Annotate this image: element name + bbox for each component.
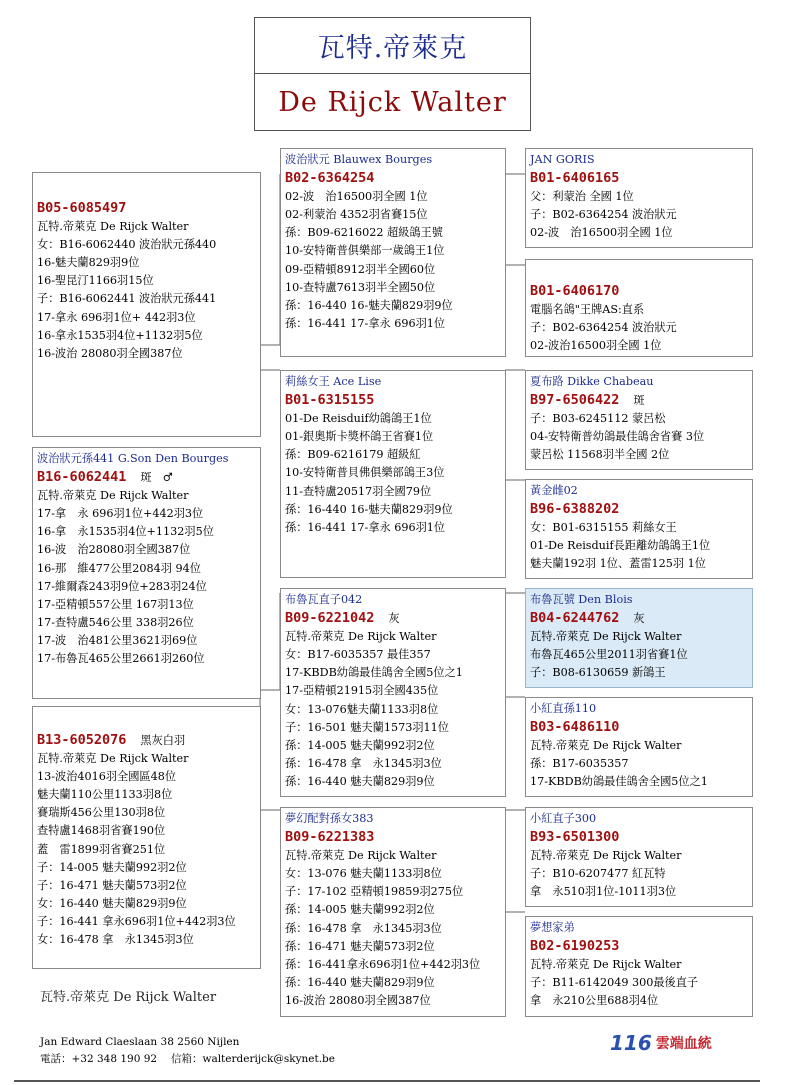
performance-line: 瓦特.帝萊克 De Rijck Walter [530, 849, 682, 863]
ring-row [530, 391, 748, 410]
color-sex: 灰 [633, 612, 645, 626]
performance-line: 孫：16-441 17-拿永 696羽1位 [285, 520, 446, 534]
performance-line: 父：利蒙治 全國 1位 [530, 190, 634, 204]
performance-line: 17-亞精頓21915羽全國435位 [285, 684, 439, 698]
owner-contact [40, 1034, 335, 1068]
dam-sire-dam-card [525, 697, 753, 797]
performance-line: 16-那 維477公里2084羽 94位 [37, 561, 201, 575]
ring-row [285, 169, 501, 188]
performance-line: 孫：16-478 拿 永1345羽3位 [285, 756, 442, 770]
pigeon-name: 波治狀元 Blauwex Bourges [285, 153, 433, 166]
performance-line: 孫：B09-6216022 超級鴿王號 [285, 226, 443, 240]
color-sex: 斑 ♂ [140, 471, 173, 485]
pigeon-name: 莉絲女王 Ace Lise [285, 375, 382, 388]
performance-line: 16-拿永1535羽4位+1132羽5位 [37, 328, 203, 342]
ring-number: B97-6506422 [530, 392, 620, 409]
performance-line: 02-波治16500羽全國 1位 [530, 339, 662, 353]
performance-line: 孫：16-478 拿 永1345羽3位 [285, 921, 442, 935]
performance-line: 子：14-005 魅夫蘭992羽2位 [37, 860, 187, 874]
title-english: De Rijck Walter [278, 86, 507, 118]
logo-number: 116 [610, 1031, 652, 1055]
performance-line: 子：B16-6062441 波治狀元孫441 [37, 292, 217, 306]
ring-row [530, 609, 748, 628]
ring-number: B93-6501300 [530, 829, 620, 846]
performance-line: 02-波 治16500羽全國 1位 [530, 226, 673, 240]
owner-phone-email: 電話：+32 348 190 92 信箱：walterderijck@skynet.be [40, 1053, 335, 1065]
ring-number: B01-6406170 [530, 283, 620, 299]
performance-line: 孫：16-471 魅夫蘭573羽2位 [285, 939, 435, 953]
performance-line: 16-魅夫蘭829羽9位 [37, 256, 140, 270]
performance-line: 女：16-478 拿 永1345羽3位 [37, 933, 194, 947]
performance-line: 孫：16-440 16-魅夫蘭829羽9位 [285, 502, 453, 516]
performance-line: 瓦特.帝萊克 De Rijck Walter [285, 630, 437, 644]
performance-line: 女：B16-6062440 波治狀元孫440 [37, 238, 217, 252]
ring-row [530, 169, 748, 188]
performance-line: 17-查特盧546公里 338羽26位 [37, 615, 194, 629]
owner-name: 瓦特.帝萊克 De Rijck Walter [40, 990, 217, 1005]
bottom-divider [14, 1080, 760, 1082]
performance-line: 02-利蒙治 4352羽省賽15位 [285, 208, 428, 222]
performance-line: 孫：16-441拿永696羽1位+442羽3位 [285, 957, 481, 971]
sire-sire-card [280, 148, 506, 357]
performance-line: 17-維爾森243羽9位+283羽24位 [37, 579, 207, 593]
performance-line: 賽瑞斯456公里130羽8位 [37, 806, 166, 820]
performance-line: 孫：14-005 魅夫蘭992羽2位 [285, 903, 435, 917]
sire-dam-sire-card [525, 370, 753, 470]
ring-row [37, 468, 256, 487]
ring-row [285, 828, 501, 847]
performance-line: 17-波 治481公里3621羽69位 [37, 633, 198, 647]
performance-line: 瓦特.帝萊克 De Rijck Walter [530, 739, 682, 753]
pigeon-name: 夢幻配對孫女383 [285, 812, 374, 825]
pigeon-name: 布魯瓦直子042 [285, 593, 363, 606]
pigeon-name: 小紅直孫110 [530, 702, 597, 715]
sire-dam-dam-card [525, 479, 753, 579]
performance-line: 17-亞精頓557公里 167羽13位 [37, 597, 194, 611]
performance-line: 13-波治4016羽全國區48位 [37, 770, 177, 784]
performance-line: 子：B02-6364254 波治狀元 [530, 208, 677, 222]
pigeon-name: 夏布路 Dikke Chabeau [530, 375, 654, 388]
performance-line: 17-KBDB幼鴿最佳鴿舍全國5位之1 [285, 666, 463, 680]
performance-line: 子：16-501 魅夫蘭1573羽11位 [285, 720, 449, 734]
subject-card [32, 172, 261, 437]
performance-line: 子：16-441 拿永696羽1位+442羽3位 [37, 914, 236, 928]
sire-sire-dam-card [525, 259, 753, 357]
performance-line: 16-拿 永1535羽4位+1132羽5位 [37, 525, 214, 539]
performance-line: 瓦特.帝萊克 De Rijck Walter [37, 489, 189, 503]
dam-card [32, 706, 261, 969]
performance-line: 17-拿永 696羽1位+ 442羽3位 [37, 310, 196, 324]
ring-row [285, 391, 501, 410]
performance-line: 魅夫蘭192羽 1位、蓋雷125羽 1位 [530, 557, 706, 571]
performance-line: 孫：14-005 魅夫蘭992羽2位 [285, 738, 435, 752]
ring-number: B96-6388202 [530, 501, 620, 518]
performance-line: 瓦特.帝萊克 De Rijck Walter [530, 630, 682, 644]
performance-line: 10-安特衛普貝佛俱樂部鴿王3位 [285, 466, 445, 480]
performance-line: 16-波 治28080羽全國387位 [37, 543, 191, 557]
performance-line: 04-安特衛普幼鴿最佳鴿舍省賽 3位 [530, 430, 705, 444]
performance-line: 孫：16-440 魅夫蘭829羽9位 [285, 774, 435, 788]
performance-line: 01-De Reisduif長距離幼鴿鴿王1位 [530, 539, 711, 553]
performance-line: 01-銀奧斯卡獎杯鴿王省賽1位 [285, 430, 434, 444]
performance-line: 17-拿 永 696羽1位+442羽3位 [37, 507, 204, 521]
ring-row [530, 282, 748, 301]
performance-line: 拿 永210公里688羽4位 [530, 994, 659, 1008]
performance-line: 子：B08-6130659 新鴿王 [530, 666, 666, 680]
performance-line: 蓋 雷1899羽省賽251位 [37, 842, 166, 856]
dam-dam-sire-card [525, 807, 753, 907]
pigeon-name: 黃金雌02 [530, 484, 578, 497]
performance-line: 16-波治 28080羽全國387位 [285, 993, 431, 1007]
owner-address: Jan Edward Claeslaan 38 2560 Nijlen [40, 1036, 240, 1048]
performance-line: 電腦名鴿"王牌AS:直系 [530, 303, 645, 317]
dam-sire-sire-card [525, 588, 753, 688]
performance-line: 瓦特.帝萊克 De Rijck Walter [530, 958, 682, 972]
sire-sire-sire-card [525, 148, 753, 248]
performance-line: 蒙呂松 11568羽半全國 2位 [530, 448, 670, 462]
ring-row [530, 500, 748, 519]
pigeon-name: JAN GORIS [530, 153, 595, 166]
performance-line: 孫：16-440 16-魅夫蘭829羽9位 [285, 298, 453, 312]
dam-dam-dam-card [525, 916, 753, 1017]
performance-line: 09-亞精頓8912羽半全國60位 [285, 262, 436, 276]
performance-line: 女：B01-6315155 莉絲女王 [530, 521, 677, 535]
performance-line: 02-波 治16500羽全國 1位 [285, 190, 428, 204]
performance-line: 孫：B09-6216179 超級紅 [285, 448, 421, 462]
pigeon-name: 小紅直子300 [530, 812, 597, 825]
ring-number: B01-6406165 [530, 170, 620, 187]
performance-line: 孫：16-441 17-拿永 696羽1位 [285, 316, 446, 330]
ring-number: B13-6052076 [37, 732, 127, 748]
ring-number: B16-6062441 [37, 469, 127, 486]
performance-line: 女：13-076魅夫蘭1133羽8位 [285, 702, 439, 716]
ring-row [530, 718, 748, 737]
performance-line: 17-布魯瓦465公里2661羽260位 [37, 652, 205, 666]
performance-line: 10-查特盧7613羽半全國50位 [285, 280, 436, 294]
performance-line: 子：16-471 魅夫蘭573羽2位 [37, 878, 187, 892]
performance-line: 女：16-440 魅夫蘭829羽9位 [37, 896, 187, 910]
performance-line: 瓦特.帝萊克 De Rijck Walter [37, 220, 189, 234]
performance-line: 子：B10-6207477 紅瓦特 [530, 867, 666, 881]
performance-line: 孫：16-440 魅夫蘭829羽9位 [285, 975, 435, 989]
ring-number: B02-6190253 [530, 938, 620, 955]
ring-number: B04-6244762 [530, 610, 620, 627]
color-sex: 灰 [388, 612, 400, 626]
ring-number: B01-6315155 [285, 392, 375, 409]
performance-line: 女：B17-6035357 最佳357 [285, 648, 431, 662]
dam-sire-card [280, 588, 506, 797]
color-sex: 斑 [633, 394, 645, 408]
logo-text: 雲端血統 [655, 1036, 712, 1052]
performance-line: 子：B02-6364254 波治狀元 [530, 321, 677, 335]
performance-line: 拿 永510羽1位-1011羽3位 [530, 885, 677, 899]
performance-line: 查特盧1468羽省賽190位 [37, 824, 166, 838]
performance-line: 11-查特盧20517羽全國79位 [285, 484, 432, 498]
performance-line: 16-聖昆汀1166羽15位 [37, 274, 154, 288]
performance-line: 子：17-102 亞精頓19859羽275位 [285, 885, 464, 899]
ring-number: B05-6085497 [37, 200, 127, 216]
ring-row [37, 731, 256, 750]
performance-line: 女：13-076 魅夫蘭1133羽8位 [285, 867, 442, 881]
performance-line: 孫：B17-6035357 [530, 757, 629, 771]
performance-line: 子：B03-6245112 蒙呂松 [530, 412, 666, 426]
performance-line: 子：B11-6142049 300最後直子 [530, 976, 699, 990]
pigeon-name: 夢想家弟 [530, 921, 575, 934]
ring-number: B09-6221042 [285, 610, 375, 627]
sire-card [32, 447, 261, 699]
performance-line: 16-波治 28080羽全國387位 [37, 346, 183, 360]
performance-line: 10-安特衛普俱樂部一歲鴿王1位 [285, 244, 445, 258]
performance-line: 布魯瓦465公里2011羽省賽1位 [530, 648, 688, 662]
performance-line: 01-De Reisduif幼鴿鴿王1位 [285, 412, 432, 426]
ring-row [285, 609, 501, 628]
performance-line: 瓦特.帝萊克 De Rijck Walter [285, 849, 437, 863]
pigeon-name: 波治狀元孫441 G.Son Den Bourges [37, 452, 229, 465]
title-chinese: 瓦特.帝萊克 [255, 18, 530, 74]
performance-line: 魅夫蘭110公里1133羽8位 [37, 788, 173, 802]
sire-dam-card [280, 370, 506, 578]
dam-dam-card [280, 807, 506, 1017]
ring-number: B03-6486110 [530, 719, 620, 736]
pigeon-name: 布魯瓦號 Den Blois [530, 593, 633, 606]
performance-line: 瓦特.帝萊克 De Rijck Walter [37, 752, 189, 766]
ring-number: B02-6364254 [285, 170, 375, 187]
ring-row [37, 199, 256, 218]
ring-number: B09-6221383 [285, 829, 375, 846]
ring-row [530, 828, 748, 847]
performance-line: 17-KBDB幼鴿最佳鴿舍全國5位之1 [530, 775, 708, 789]
brand-logo[interactable] [610, 1030, 720, 1056]
ring-row [530, 937, 748, 956]
color-sex: 黑灰白羽 [140, 734, 186, 747]
